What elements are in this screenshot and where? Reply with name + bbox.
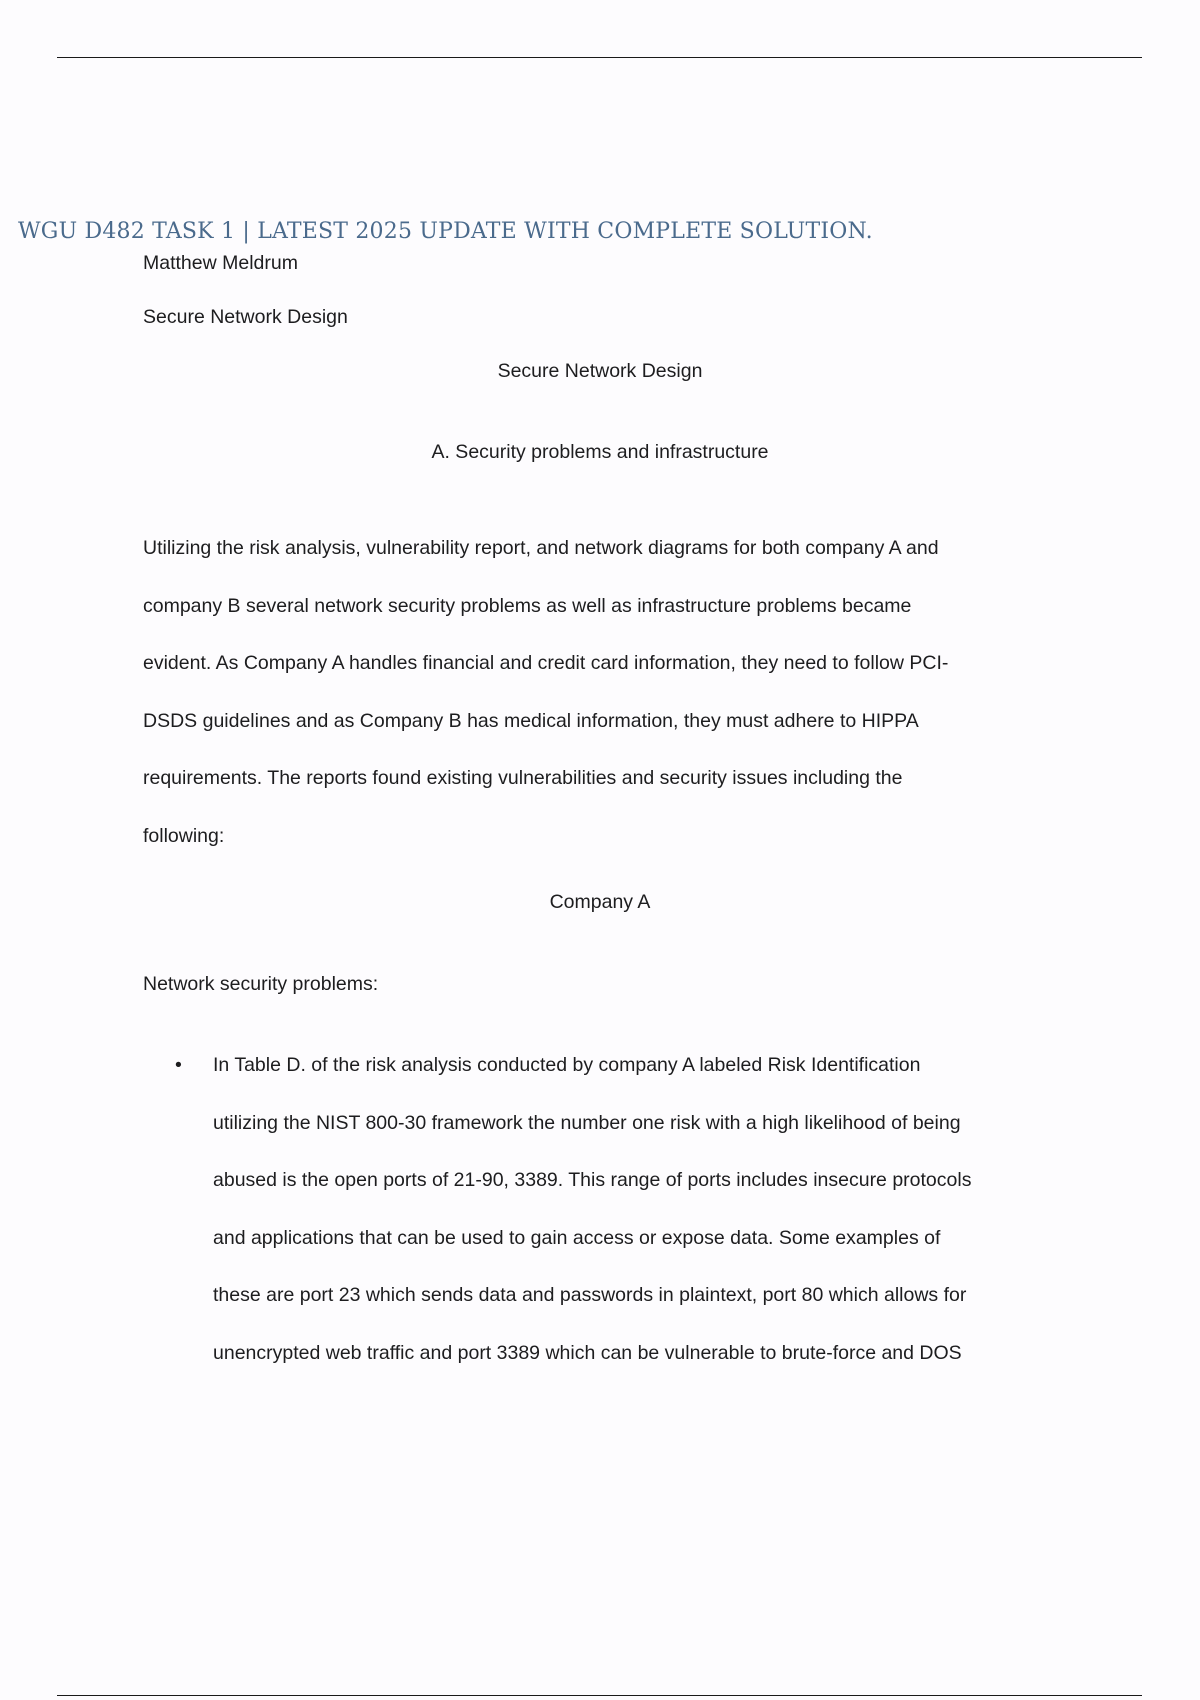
intro-paragraph — [143, 520, 1063, 865]
document-title: Secure Network Design — [497, 360, 703, 382]
course-name: Secure Network Design — [143, 306, 348, 328]
company-heading: Company A — [549, 891, 651, 913]
bullet-icon: • — [175, 1054, 182, 1076]
bullet-line: unencrypted web traffic and port 3389 which can be vulnerable to brute-force and DOS — [213, 1341, 962, 1364]
document-banner: WGU D482 TASK 1 | LATEST 2025 UPDATE WITH COMPLETE SOLUTION. — [18, 219, 873, 244]
bullet-line: utilizing the NIST 800-30 framework the number one risk with a high likelihood of being — [213, 1111, 961, 1134]
bullet-line: In Table D. of the risk analysis conducted by company A labeled Risk Identification — [213, 1054, 921, 1076]
paragraph-line: evident. As Company A handles financial and credit card information, they need to follow PCI- — [143, 652, 949, 674]
paragraph-line: requirements. The reports found existing vulnerabilities and security issues including the — [143, 767, 903, 789]
subheading: Network security problems: — [143, 973, 379, 995]
author-name: Matthew Meldrum — [143, 252, 298, 274]
bullet-line: these are port 23 which sends data and passwords in plaintext, port 80 which allows for — [213, 1284, 967, 1306]
bullet-line: abused is the open ports of 21-90, 3389. This range of ports includes insecure protocols — [213, 1169, 972, 1191]
section-heading: A. Security problems and infrastructure — [431, 441, 769, 463]
paragraph-line: Utilizing the risk analysis, vulnerability report, and network diagrams for both company A and — [143, 537, 939, 559]
paragraph-line: DSDS guidelines and as Company B has medical information, they must adhere to HIPPA — [143, 709, 919, 732]
bullet-text — [213, 1037, 1093, 1382]
top-rule — [57, 57, 1142, 58]
paragraph-line: company B several network security problems as well as infrastructure problems became — [143, 594, 912, 617]
bullet-line: and applications that can be used to gain access or expose data. Some examples of — [213, 1226, 941, 1249]
paragraph-line: following: — [143, 824, 225, 847]
bottom-rule — [57, 1695, 1142, 1696]
